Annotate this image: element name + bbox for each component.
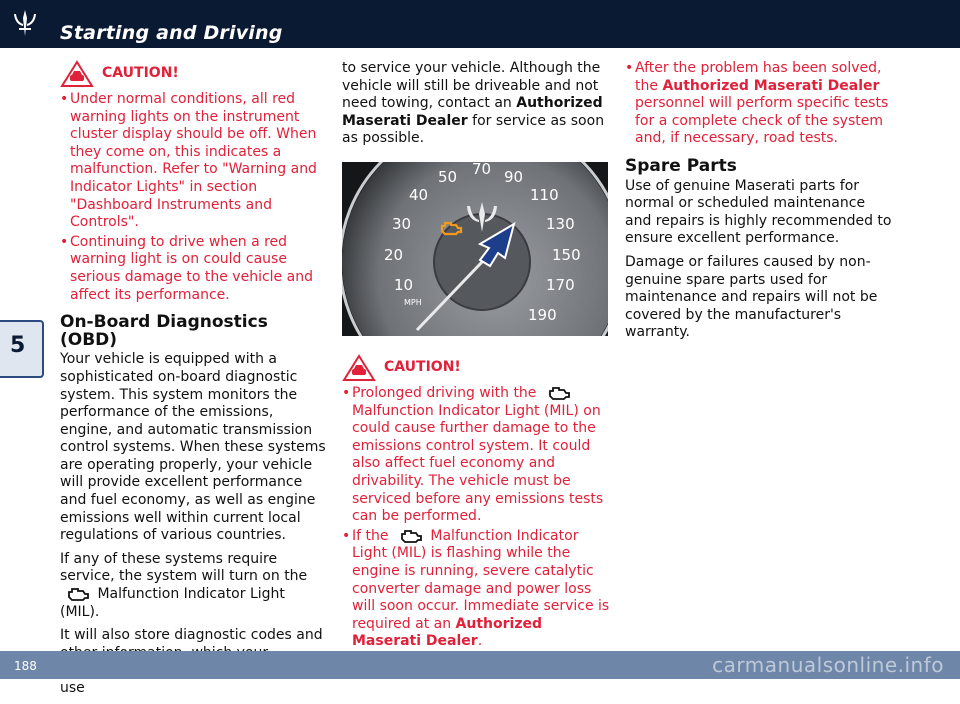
- gauge-number: 90: [504, 167, 524, 186]
- gauge-number: 40: [409, 185, 429, 204]
- paragraph-text: to service your vehicle. Although the vehicle will still be driveable and not need towing, contact an: [342, 60, 601, 112]
- gauge-number: 20: [384, 245, 404, 264]
- paragraph-text: It will also store diagnostic codes and: [60, 627, 323, 644]
- column-middle: [342, 60, 610, 653]
- engine-check-icon: [399, 528, 423, 544]
- gauge-number: 110: [530, 185, 559, 204]
- spare-parts-paragraph: Damage or failures caused by non-genuine spare parts used for maintenance and repairs will not be covered by the manufacturer's warranty.: [625, 253, 878, 341]
- gauge-number: 50: [438, 167, 458, 186]
- caution-label: CAUTION!: [102, 65, 179, 82]
- caution-text: Malfunction Indicator Light (MIL) is flashing while the engine is running, severe catalytic converter damage and power loss will soon occur. Immediate service is required at an: [352, 527, 610, 632]
- dealer-reference: Authorized Maserati Dealer: [662, 77, 880, 94]
- caution-item: [625, 60, 893, 148]
- caution-list: [60, 91, 328, 304]
- service-paragraph: [342, 60, 610, 148]
- gauge-number: 70: [472, 161, 492, 178]
- watermark: carmanualsonline.info: [712, 653, 944, 677]
- column-right: [625, 60, 893, 348]
- caution-text: Malfunction Indicator Light (MIL) on could cause further damage to the emissions control system. It could also affect fuel economy and drivability. The vehicle must be serviced before any emissions tests can be performed.: [352, 402, 604, 525]
- page-footer: [0, 651, 960, 679]
- spare-parts-paragraph: Use of genuine Maserati parts for normal or scheduled maintenance and repairs is highly recommended to ensure excellent performance.: [625, 177, 892, 247]
- gauge-unit: MPH: [404, 297, 422, 307]
- engine-check-icon: [66, 586, 90, 602]
- chapter-number: 5: [10, 333, 26, 358]
- obd-paragraph: Your vehicle is equipped with a sophisticated on-board diagnostic system. This system monitors the performance of the emissions, engine, and automatic transmission control systems. When these systems are operating properly, your vehicle will provide excellent performance and fuel economy, as well as engine emissions well within current local regulations of various countries.: [60, 351, 326, 544]
- gauge-number: 10: [394, 275, 414, 294]
- caution-block-1: [60, 60, 328, 304]
- caution-item: [342, 385, 610, 526]
- trident-logo-icon: [10, 8, 40, 40]
- caution-text: Prolonged driving with the: [352, 384, 537, 401]
- warning-car-icon: [342, 354, 376, 382]
- caution-item: • Under normal conditions, all red warning lights on the instrument cluster display should be off. When they come on, this indicates a malfunction. Refer to "Warning and Indicator Lights" in section "Dashboard Instruments and Controls".: [60, 91, 328, 232]
- paragraph-text: Malfunction Indicator Light (MIL).: [60, 586, 285, 620]
- caution-list: [625, 60, 893, 148]
- dealer-reference: Authorized Maserati Dealer: [352, 615, 542, 650]
- caution-item: [342, 528, 610, 651]
- caution-text: After the problem has been solved, the: [635, 60, 882, 94]
- caution-heading: [60, 60, 328, 88]
- caution-text: personnel will perform specific tests for a complete check of the system and, if necessary, road tests.: [635, 95, 889, 147]
- caution-block-2: [342, 354, 610, 651]
- caution-heading: [342, 354, 610, 382]
- gauge-number: 150: [552, 245, 581, 264]
- engine-check-icon: [547, 385, 571, 401]
- gauge-number: 30: [392, 214, 412, 233]
- gauge-number: 190: [528, 305, 557, 324]
- chapter-tab[interactable]: [0, 320, 44, 378]
- page-number: 188: [14, 659, 37, 673]
- gauge-number: 130: [546, 214, 575, 233]
- obd-paragraph-mil: [60, 551, 328, 621]
- paragraph-text: use: [60, 680, 85, 696]
- speedometer-image: [342, 162, 608, 336]
- column-left: [60, 60, 328, 704]
- caution-block-3: [625, 60, 893, 148]
- caution-text: .: [477, 633, 483, 650]
- caution-text: If the: [352, 527, 389, 544]
- page-header: [0, 0, 960, 48]
- caution-item: • Continuing to drive when a red warning light is on could cause serious damage to the vehicle and affect its performance.: [60, 234, 328, 304]
- section-title: Starting and Driving: [60, 22, 283, 44]
- spare-parts-heading: Spare Parts: [625, 155, 737, 176]
- gauge-number: 170: [546, 275, 575, 294]
- paragraph-text: If any of these systems require service, the system will turn on the: [60, 550, 308, 585]
- warning-car-icon: [60, 60, 94, 88]
- paragraph-text: for service as soon as possible.: [342, 112, 605, 147]
- caution-list: [342, 385, 610, 651]
- obd-heading: On-Board Diagnostics (OBD): [60, 312, 268, 350]
- caution-label: CAUTION!: [384, 359, 461, 376]
- dealer-reference: Authorized Maserati Dealer: [342, 95, 603, 129]
